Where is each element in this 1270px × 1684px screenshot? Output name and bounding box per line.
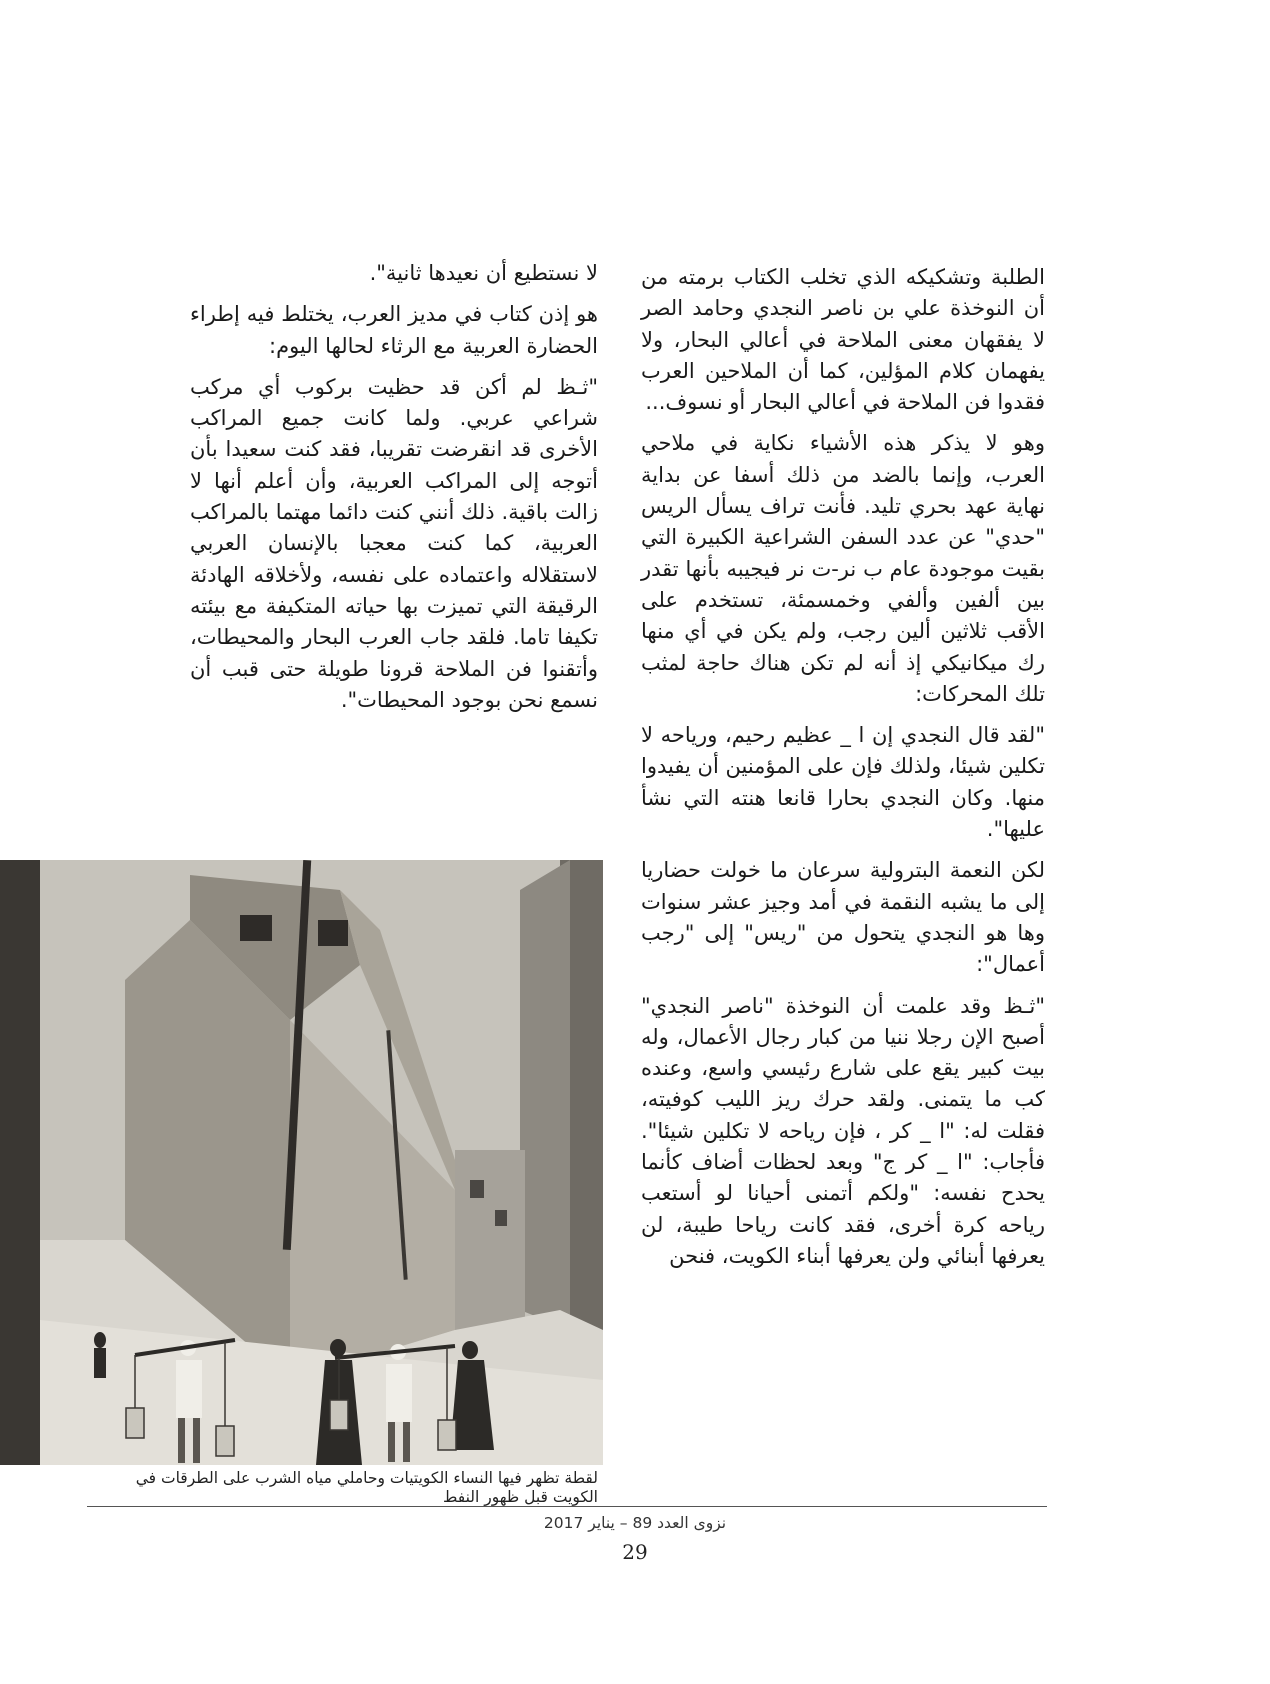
- paragraph: لا نستطيع أن نعيدها ثانية".: [369, 261, 598, 285]
- historical-street-photo: [0, 860, 603, 1465]
- paragraph: هو إذن كتاب في مديز العرب، يختلط فيه إطراء الحضارة العربية مع الرثاء لحالها اليوم:: [190, 302, 598, 358]
- issue-info: نزوى العدد 89 – يناير 2017: [543, 1514, 727, 1532]
- quote-paragraph: "ثـظ وقد علمت أن النوخذة "ناصر النجدي" أصبح الإن رجلا ننيا من كبار رجال الأعمال، وله بيت كبير يقع على شارع رئيسي واسع، وعنده كب ما يتمنى. ولقد حرك ريز الليب كوفيته، فقلت له: "ا _ كر ، فإن رياحه لا تكلين شيئا". فأجاب: "ا _ كر ج" وبعد لحظات أضاف كأنما يحدح نفسه: "ولكم أتمنى أحيانا لو أستعب رياحه كرة أخرى، فقد كانت رياحا طيبة، لن يعرفها أبنائي ولن يعرفها أبناء الكويت، فنحن: [641, 993, 1045, 1268]
- left-text-column: [190, 258, 598, 726]
- photo-caption: لقطة تظهر فيها النساء الكويتيات وحاملي مياه الشرب على الطرقات في الكويت قبل ظهور النفط: [135, 1469, 598, 1506]
- right-text-column: [641, 262, 1045, 1282]
- quote-paragraph: "ثـظ لم أكن قد حظيت بركوب أي مركب شراعي عربي. ولما كانت جميع المراكب الأخرى قد انقرضت تقريبا، فقد كنت سعيدا بأن أتوجه إلى المراكب العربية، وأن أعلم أنها لا زالت باقية. ذلك أنني كنت دائما مهتما بالمراكب العربية، كما كنت معجبا بالإنسان العربي لاستقلاله واعتماده على نفسه، ولأخلاقه الهادئة الرقيقة التي تميزت بها حياته المتكيفة مع بيئته تكيفا تاما. فلقد جاب العرب البحار والمحيطات، وأتقنوا فن الملاحة قرونا طويلة حتى قبب أن نسمع نحن بوجود المحيطات".: [190, 374, 598, 712]
- paragraph: لكن النعمة البترولية سرعان ما خولت حضاريا إلى ما يشبه النقمة في أمد وجيز عشر سنوات وها هو النجدي يتحول من "ريس" إلى "رجب أعمال":: [641, 858, 1045, 977]
- page-number: 29: [622, 1540, 648, 1564]
- paragraph: الطلبة وتشكيكه الذي تخلب الكتاب برمته من أن النوخذة علي بن ناصر النجدي وحامد الصر لا يفقهان معنى الملاحة في أعالي البحار، ولا يفهمان كلام المؤلين، كما أن الملاحين العرب فقدوا فن الملاحة في أعالي البحار أو نسوف...: [641, 265, 1045, 415]
- paragraph: وهو لا يذكر هذه الأشياء نكاية في ملاحي العرب، وإنما بالضد من ذلك أسفا عن بداية نهاية عهد بحري تليد. فأنت تراف يسأل الريس "حدي" عن عدد السفن الشراعية الكبيرة التي بقيت موجودة عام ب نر-ت نر فيجيبه بأنها تقدر بين ألفين وألفي وخمسمئة، تستخدم على الأقب ثلاثين ألين رجب، ولم يكن في أي منها رك ميكانيكي إذ أنه لم تكن هناك حاجة لمثب تلك المحركات:: [641, 431, 1045, 706]
- quote-paragraph: "لقد قال النجدي إن ا _ عظيم رحيم، ورياحه لا تكلين شيئا، ولذلك فإن على المؤمنين أن يفيدوا منها. وكان النجدي بحارا قانعا هنته التي نشأ عليها".: [641, 723, 1045, 842]
- footer-divider: [87, 1506, 1047, 1507]
